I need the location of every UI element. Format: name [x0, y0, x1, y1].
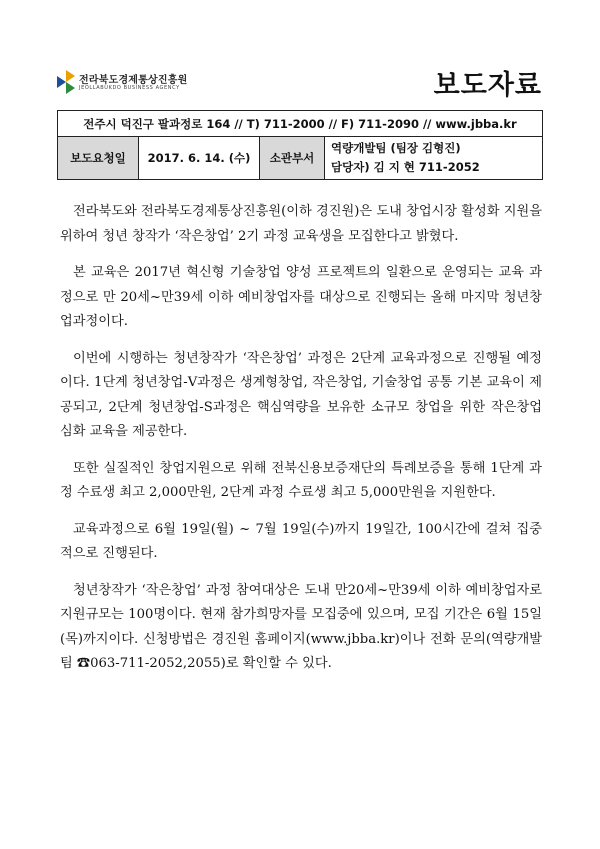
press-info-table — [57, 110, 543, 180]
body-paragraph: 이번에 시행하는 청년창작가 ‘작은창업’ 과정은 2단계 교육과정으로 진행될 예정이다. 1단계 청년창업-V과정은 생계형창업, 작은창업, 기술창업 공통 기본 교육이 제공되고, 2단계 청년창업-S과정은 핵심역량을 보유한 소규모 창업을 위한 작은창업 심화 교육을 제공한다. — [60, 350, 542, 439]
department-team: 역량개발팀 (팀장 김형진) — [331, 141, 461, 155]
contact-info: 전주시 덕진구 팔과정로 164 // T) 711-2000 // F) 711-2090 // www.jbba.kr — [58, 111, 543, 137]
department-contact: 담당자) 김 지 현 711-2052 — [331, 160, 480, 174]
request-date: 2017. 6. 14. (수) — [139, 137, 260, 180]
contact-row — [58, 111, 543, 137]
agency-logo — [57, 70, 217, 96]
press-release-body — [60, 200, 542, 689]
body-paragraph: 본 교육은 2017년 혁신형 기술창업 양성 프로젝트의 일환으로 운영되는 교육 과정으로 만 20세~만39세 이하 예비창업자를 대상으로 진행되는 올해 마지막 청년창업과정이다. — [60, 265, 542, 329]
department-label: 소관부서 — [260, 137, 325, 180]
document-title: 보도자료 — [433, 70, 542, 101]
agency-logo-icon — [57, 70, 75, 94]
agency-name: 전라북도경제통상진흥원 — [79, 75, 188, 86]
request-date-label: 보도요청일 — [58, 137, 139, 180]
body-paragraph: 전라북도와 전라북도경제통상진흥원(이하 경진원)은 도내 창업시장 활성화 지원을 위하여 청년 창작가 ‘작은창업’ 2기 과정 교육생을 모집한다고 밝혔다. — [60, 204, 542, 244]
body-paragraph: 교육과정으로 6월 19일(월) ~ 7월 19일(수)까지 19일간, 100시간에 걸쳐 집중적으로 진행된다. — [60, 521, 542, 561]
agency-name-english: JEOLLABUKDO BUSINESS AGENCY — [79, 85, 180, 91]
detail-row — [58, 137, 543, 180]
department-info — [325, 137, 543, 180]
body-paragraph: 청년창작가 ‘작은창업’ 과정 참여대상은 도내 만20세~만39세 이하 예비창업자로 지원규모는 100명이다. 현재 참가희망자를 모집중에 있으며, 모집 기간은 6월 15일(목)까지이다. 신청방법은 경진원 홈페이지(www.jbba.kr)이나 전화 문의(역량개발팀 ☎063-711-2052,2055)로 확인할 수 있다. — [60, 582, 542, 671]
body-paragraph: 또한 실질적인 창업지원으로 위해 전북신용보증재단의 특례보증을 통해 1단계 과정 수료생 최고 2,000만원, 2단계 과정 수료생 최고 5,000만원을 지원한다. — [60, 460, 542, 500]
